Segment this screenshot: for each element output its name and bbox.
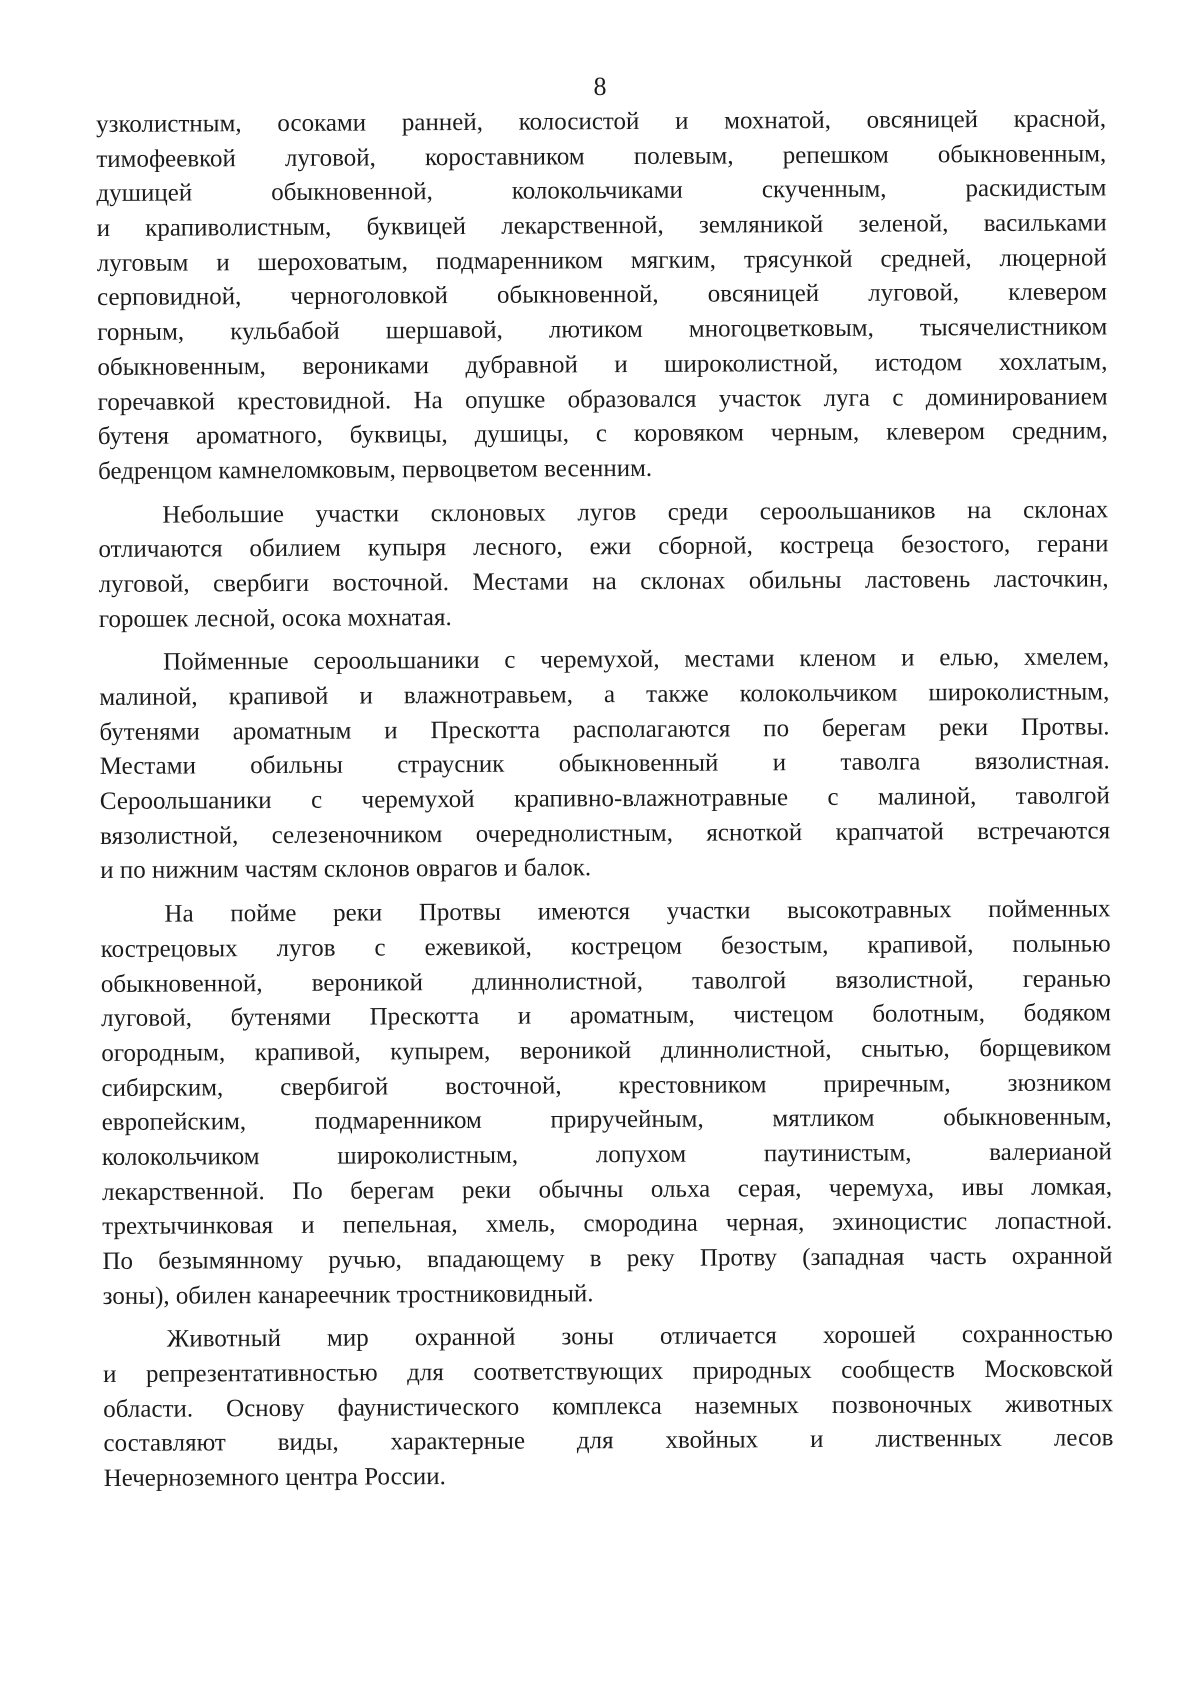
body-text xyxy=(96,102,1114,1505)
text-line: области. Основу фаунистического комплекса наземных позвоночных животных xyxy=(103,1390,1114,1423)
text-line: горным, кульбабой шершавой, лютиком многоцветковым, тысячелистником xyxy=(97,313,1108,347)
paragraph xyxy=(96,102,1108,489)
text-line: малиной, крапивой и влажнотравьем, а также колокольчиком широколистным, xyxy=(99,678,1110,711)
text-line: луговой, бутенями Прескотта и ароматным, чистецом болотным, бодяком xyxy=(101,999,1112,1033)
paragraph xyxy=(98,493,1109,637)
text-line: бедренцом камнеломковым, первоцветом весенним. xyxy=(97,454,653,485)
paragraph xyxy=(100,892,1112,1314)
text-line: европейским, подмаренником приручейным, мятликом обыкновенным, xyxy=(101,1103,1112,1137)
text-line: Небольшие участки склоновых лугов среди сероольшаников на склонах xyxy=(162,495,1109,529)
text-line: обыкновенным, верониками дубравной и широколистной, истодом хохлатым, xyxy=(97,348,1108,381)
text-line: горечавкой крестовидной. На опушке образовался участок луга с доминированием xyxy=(97,382,1108,416)
text-line: бутеня ароматного, буквицы, душицы, с коровяком черным, клевером средним, xyxy=(97,417,1108,451)
text-line: вязолистной, селезеночником очереднолистным, ясноткой крапчатой встречаются xyxy=(99,817,1111,850)
page-number: 8 xyxy=(593,72,607,101)
paragraph xyxy=(99,641,1110,889)
text-line: и крапиволистным, буквицей лекарственной, земляникой зеленой, васильками xyxy=(96,209,1107,243)
text-line: Животный мир охранной зоны отличается хорошей сохранностью xyxy=(166,1320,1113,1353)
text-line: и по нижним частям склонов оврагов и балок. xyxy=(100,854,592,885)
text-line: серповидной, черноголовкой обыкновенной, овсяницей луговой, клевером xyxy=(96,278,1108,312)
text-line: душицей обыкновенной, колокольчиками скученным, раскидистым xyxy=(96,174,1107,208)
text-line: тимофеевкой луговой, короставником полевым, репешком обыкновенным, xyxy=(96,140,1107,173)
text-line: Нечерноземного центра России. xyxy=(103,1463,446,1493)
text-line: На пойме реки Протвы имеются участки высокотравных пойменных xyxy=(164,895,1111,928)
text-line: бутенями ароматным и Прескотта располагаются по берегам реки Протвы. xyxy=(99,713,1110,746)
text-line: колокольчиком широколистным, лопухом паутинистым, валерианой xyxy=(101,1138,1112,1171)
text-line: лекарственной. По берегам реки обычны ольха серая, черемуха, ивы ломкая, xyxy=(101,1172,1113,1206)
text-line: и репрезентативностью для соответствующих природных сообществ Московской xyxy=(102,1355,1114,1389)
text-line: огородным, крапивой, купырем, вероникой длиннолистной, снытью, борщевиком xyxy=(101,1034,1112,1067)
text-line: зоны), обилен канареечник тростниковидный. xyxy=(102,1279,594,1310)
text-line: кострецовых лугов с ежевикой, кострецом безостым, крапивой, полынью xyxy=(100,930,1111,963)
text-line: узколистным, осоками ранней, колосистой и мохнатой, овсяницей красной, xyxy=(96,105,1107,138)
text-line: Пойменные сероольшаники с черемухой, местами кленом и елью, хмелем, xyxy=(163,643,1110,676)
text-line: луговой, свербиги восточной. Местами на склонах обильны ластовень ласточкин, xyxy=(98,565,1109,598)
text-line: По безымянному ручью, впадающему в реку Протву (западная часть охранной xyxy=(102,1242,1113,1275)
text-line: Сероольшаники с черемухой крапивно-влажнотравные с малиной, таволгой xyxy=(99,782,1110,816)
paragraph xyxy=(103,1318,1114,1497)
text-line: обыкновенной, вероникой длиннолистной, таволгой вязолистной, геранью xyxy=(100,964,1111,998)
text-line: луговым и шероховатым, подмаренником мягким, трясункой средней, люцерной xyxy=(96,244,1107,277)
text-line: отличаются обилием купыря лесного, ежи сборной, костреца безостого, герани xyxy=(98,530,1109,564)
text-line: сибирским, свербигой восточной, крестовником приречным, зюзником xyxy=(101,1068,1112,1102)
text-line: трехтычинковая и пепельная, хмель, смородина черная, эхиноцистис лопастной. xyxy=(102,1207,1113,1241)
text-line: составляют виды, характерные для хвойных и лиственных лесов xyxy=(103,1424,1114,1458)
text-line: горошек лесной, осока мохнатая. xyxy=(98,603,452,633)
text-line: Местами обильны страусник обыкновенный и таволга вязолистная. xyxy=(99,747,1110,781)
